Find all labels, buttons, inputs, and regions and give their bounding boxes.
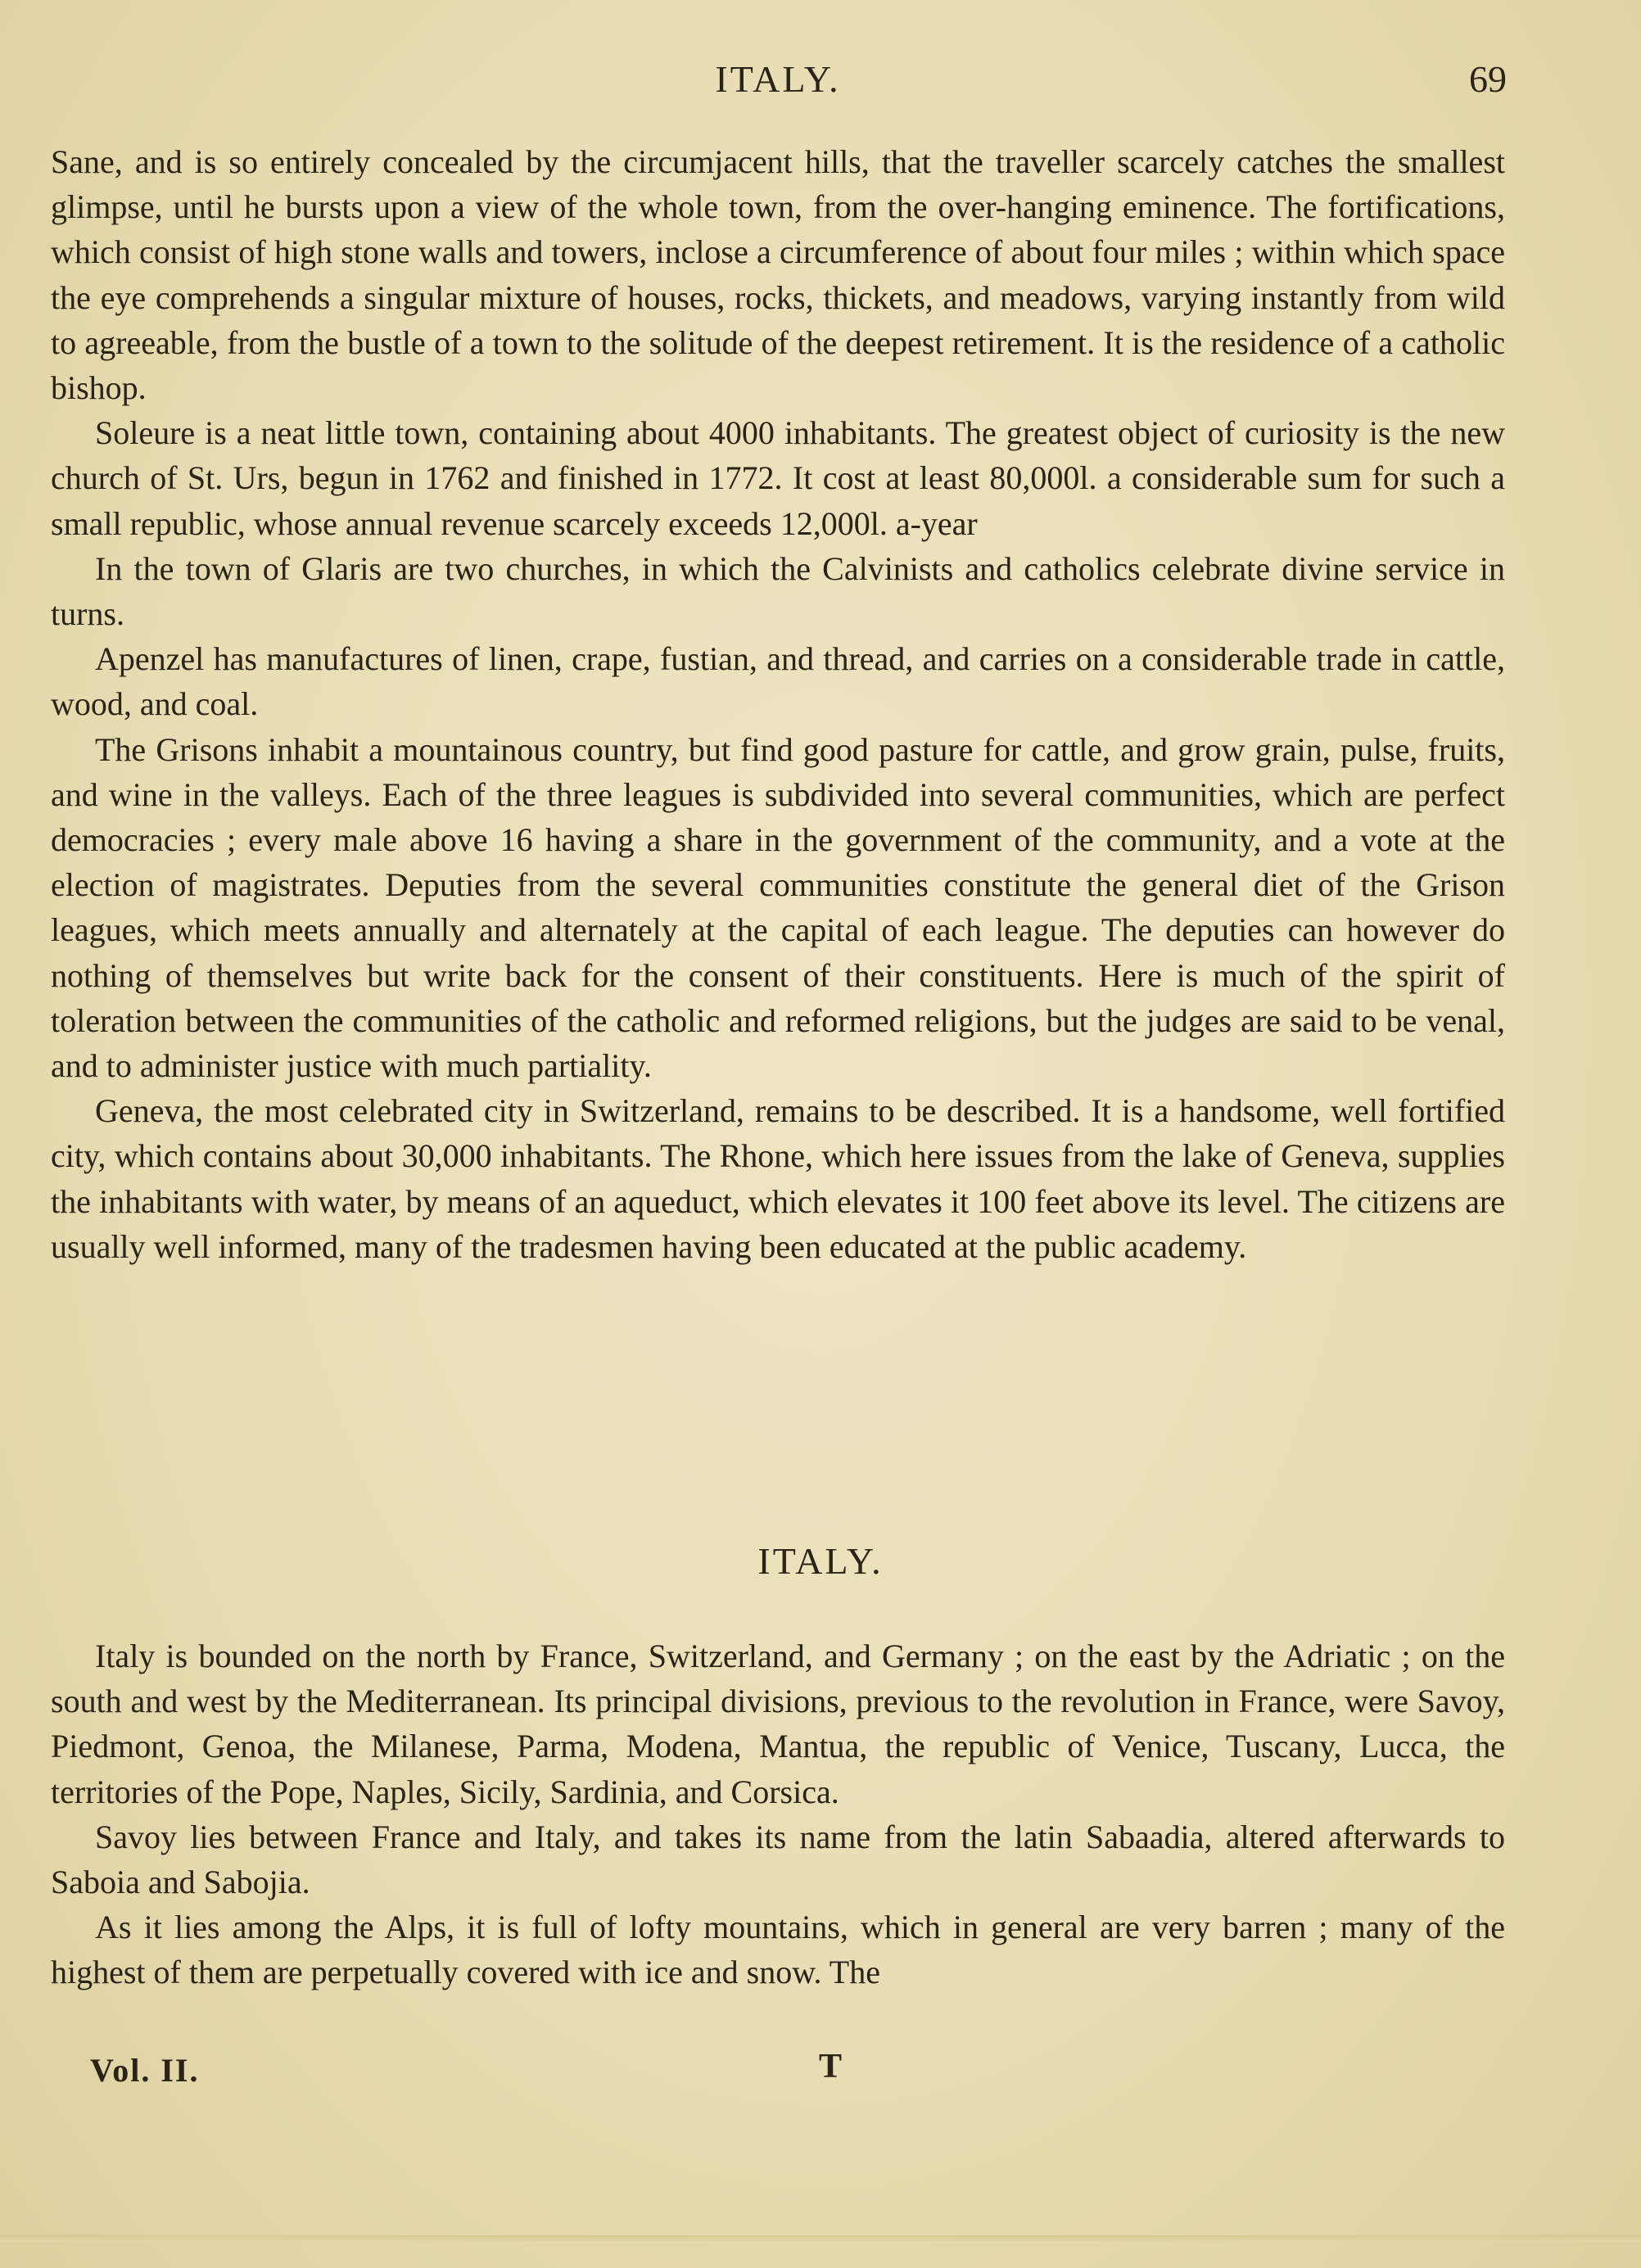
paragraph: Italy is bounded on the north by France, Switzerland, and Germany ; on the east by the Adriatic ; on the south and west by the Mediterranean. Its principal divisions, previous to the revolution in France, were Savoy, Piedmont, Genoa, the Milanese, Parma, Modena, Mantua, the republic of Venice, Tuscany, Lucca, the territories of the Pope, Naples, Sicily, Sardinia, and Corsica. [51, 1638, 1505, 1810]
paragraph: Sane, and is so entirely concealed by the circumjacent hills, that the traveller scarcely catches the smallest glimpse, until he bursts upon a view of the whole town, from the over-hanging eminence. The fortifications, which consist of high stone walls and towers, inclose a circumference of about four miles ; within which space the eye comprehends a singular mixture of houses, rocks, thickets, and meadows, varying instantly from wild to agreeable, from the bustle of a town to the solitude of the deepest retirement. It is the residence of a catholic bishop. [51, 143, 1505, 407]
running-title: ITALY. [715, 58, 841, 100]
page-number: 69 [1469, 58, 1507, 100]
page-edge [0, 2235, 1641, 2242]
paragraph: Geneva, the most celebrated city in Switzerland, remains to be described. It is a handsome, well fortified city, which contains about 30,000 inhabitants. The Rhone, which here issues from the lake of Geneva, supplies the inhabitants with water, by means of an aqueduct, which elevates it 100 feet above its level. The citizens are usually well informed, many of the tradesmen having been educated at the public academy. [51, 1092, 1505, 1265]
paragraph: In the town of Glaris are two churches, in which the Calvinists and catholics celebrate divine service in turns. [51, 549, 1505, 633]
body-text [51, 139, 1505, 1269]
page-header [49, 57, 1507, 115]
section-text [51, 1633, 1505, 1995]
paragraph: Savoy lies between France and Italy, and takes its name from the latin Sabaadia, altered afterwards to Saboia and Sabojia. [51, 1818, 1505, 1901]
paragraph: As it lies among the Alps, it is full of lofty mountains, which in general are very barren ; many of the highest of them are perpetually covered with ice and snow. The [51, 1909, 1505, 1991]
section-heading: ITALY. [757, 1540, 884, 1582]
paragraph: Soleure is a neat little town, containing about 4000 inhabitants. The greatest object of curiosity is the new church of St. Urs, begun in 1762 and finished in 1772. It cost at least 80,000l. a considerable sum for such a small republic, whose annual revenue scarcely exceeds 12,000l. a-year [51, 414, 1505, 542]
paragraph: The Grisons inhabit a mountainous country, but find good pasture for cattle, and grow grain, pulse, fruits, and wine in the valleys. Each of the three leagues is subdivided into several communities, which are perfect democracies ; every male above 16 having a share in the government of the community, and a vote at the election of magistrates. Deputies from the several communities constitute the general diet of the Grison leagues, which meets annually and alternately at the capital of each league. The deputies can however do nothing of themselves but write back for the consent of their constituents. Here is much of the spirit of toleration between the communities of the catholic and reformed religions, but the judges are said to be venal, and to administer justice with much partiality. [51, 730, 1505, 1085]
paragraph: Apenzel has manufactures of linen, crape, fustian, and thread, and carries on a considerable trade in cattle, wood, and coal. [51, 640, 1505, 723]
volume-label: Vol. II. [90, 2052, 200, 2089]
signature-mark: T [819, 2048, 843, 2085]
